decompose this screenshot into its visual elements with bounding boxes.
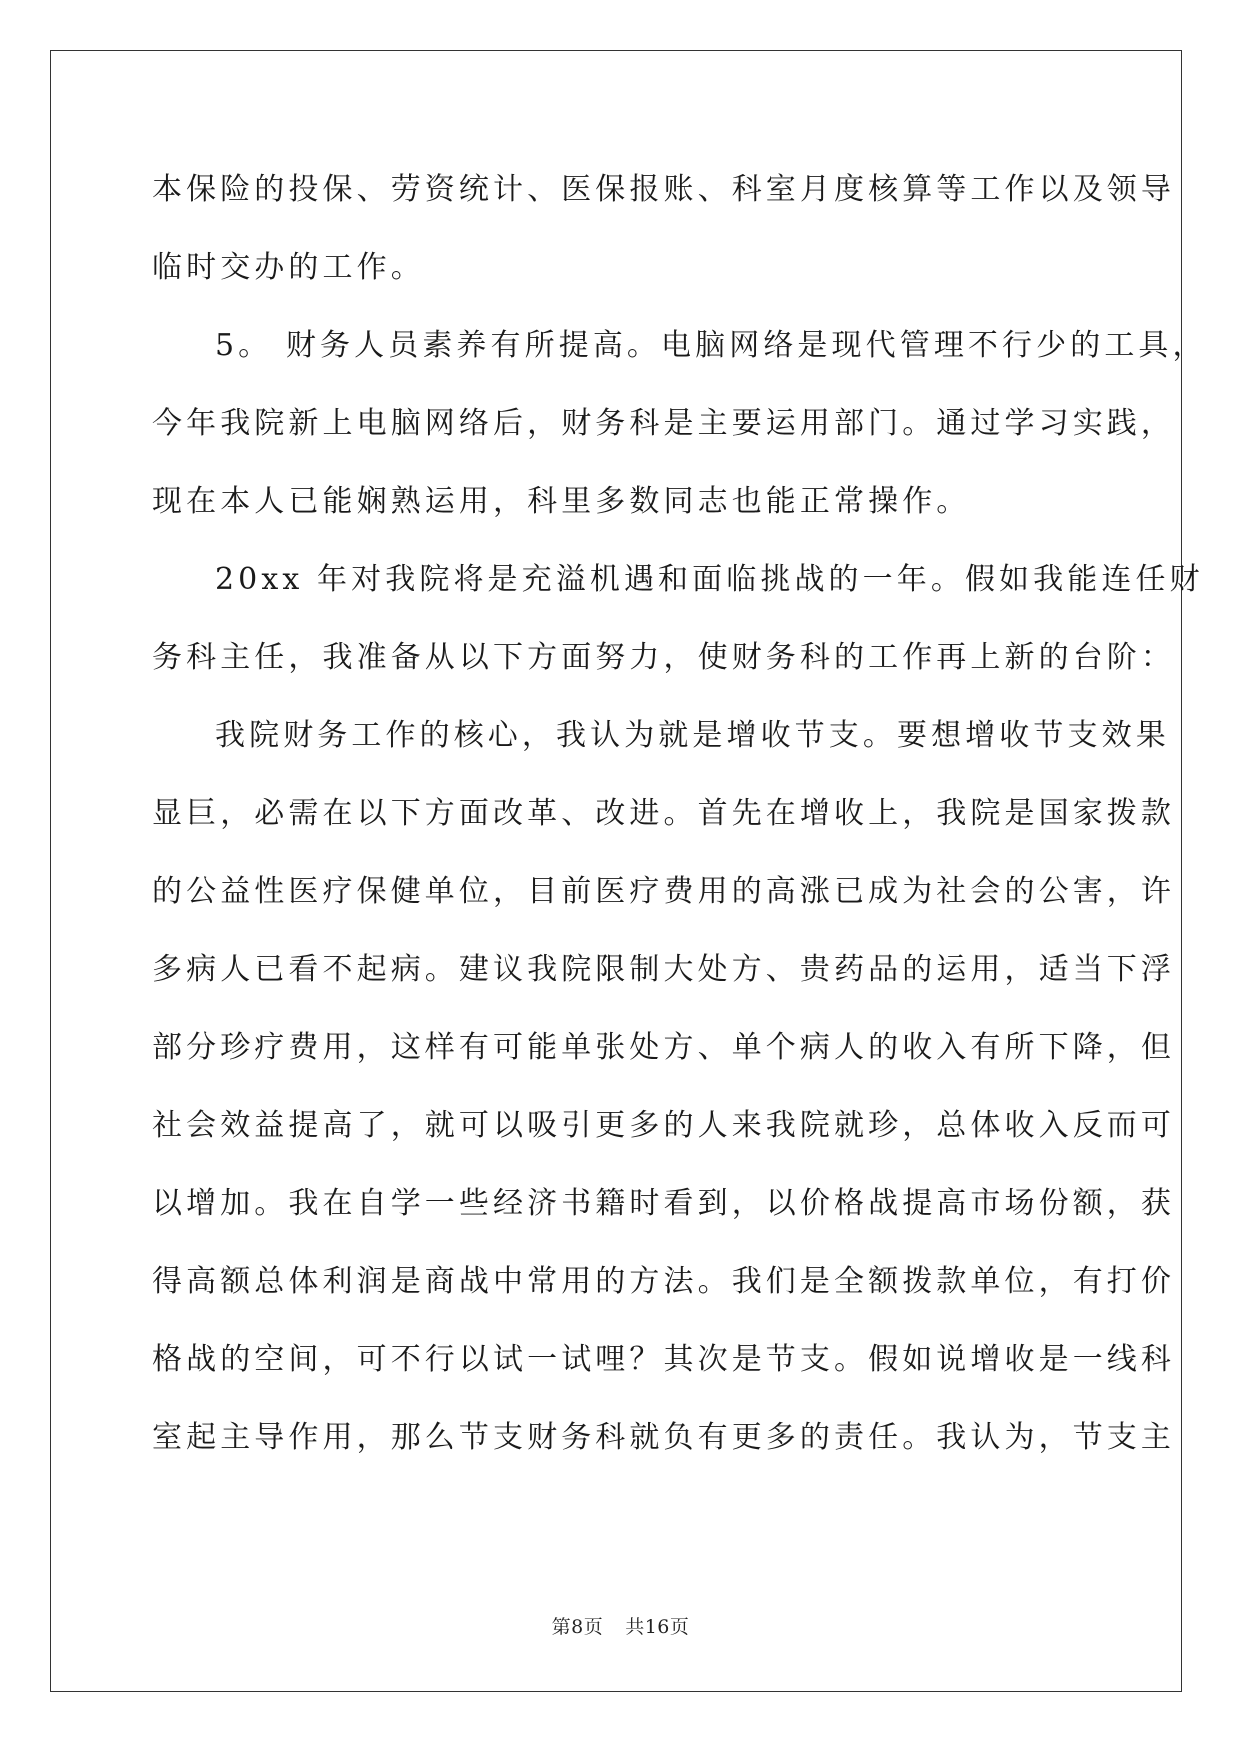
text-line: 社会效益提高了，就可以吸引更多的人来我院就珍，总体收入反而可 <box>152 1108 1175 1143</box>
text-line: 以增加。我在自学一些经济书籍时看到，以价格战提高市场份额，获 <box>152 1186 1175 1221</box>
text-line: 多病人已看不起病。建议我院限制大处方、贵药品的运用，适当下浮 <box>152 952 1175 987</box>
text-line: 格战的空间，可不行以试一试哩？其次是节支。假如说增收是一线科 <box>152 1342 1175 1377</box>
text-line: 的公益性医疗保健单位，目前医疗费用的高涨已成为社会的公害，许 <box>152 874 1175 909</box>
text-line: 本保险的投保、劳资统计、医保报账、科室月度核算等工作以及领导 <box>152 172 1175 207</box>
text-line: 现在本人已能娴熟运用，科里多数同志也能正常操作。 <box>152 484 971 519</box>
page-number-total: 共16页 <box>625 1616 690 1638</box>
text-line: 部分珍疗费用，这样有可能单张处方、单个病人的收入有所下降，但 <box>152 1030 1175 1065</box>
text-line: 5。 财务人员素养有所提高。电脑网络是现代管理不行少的工具， <box>215 328 1207 363</box>
page-number-current: 第8页 <box>551 1616 604 1638</box>
document-body <box>152 165 1207 1491</box>
text-line: 务科主任，我准备从以下方面努力，使财务科的工作再上新的台阶： <box>152 640 1175 675</box>
text-line: 今年我院新上电脑网络后，财务科是主要运用部门。通过学习实践， <box>152 406 1175 441</box>
text-line: 得高额总体利润是商战中常用的方法。我们是全额拨款单位，有打价 <box>152 1264 1175 1299</box>
text-line: 临时交办的工作。 <box>152 250 425 285</box>
text-line: 室起主导作用，那么节支财务科就负有更多的责任。我认为，节支主 <box>152 1420 1175 1455</box>
text-line: 我院财务工作的核心，我认为就是增收节支。要想增收节支效果 <box>215 718 1170 753</box>
page-footer <box>0 1612 1241 1639</box>
text-line: 20xx 年对我院将是充溢机遇和面临挑战的一年。假如我能连任财 <box>215 562 1204 597</box>
text-line: 显巨，必需在以下方面改革、改进。首先在增收上，我院是国家拨款 <box>152 796 1175 831</box>
